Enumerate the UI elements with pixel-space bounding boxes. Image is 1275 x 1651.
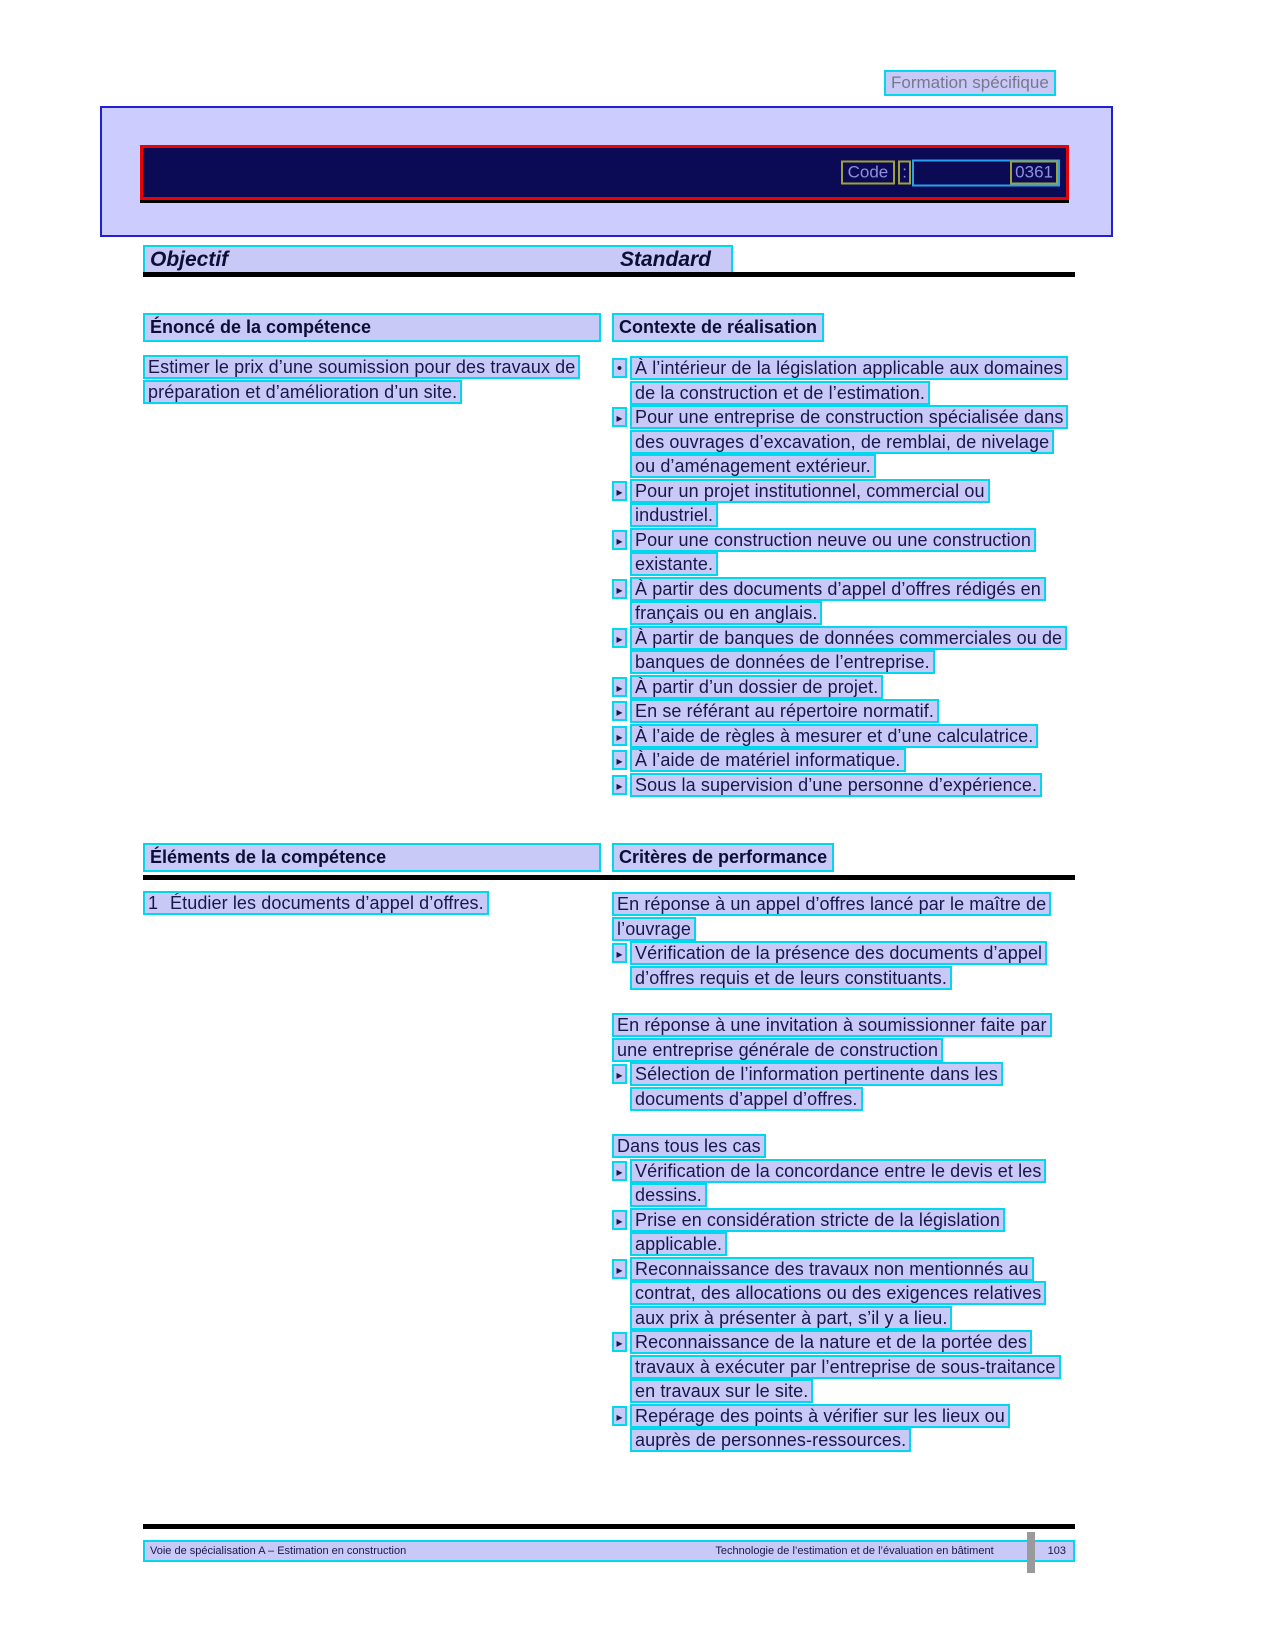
list-item-text: À partir d’un dossier de projet. bbox=[630, 675, 883, 699]
bullet-marker: ▸ bbox=[612, 407, 627, 427]
list-item-text: À l’aide de règles à mesurer et d’une calculatrice. bbox=[630, 724, 1038, 748]
list-item bbox=[612, 724, 1064, 749]
bullet-marker: ▸ bbox=[612, 726, 627, 746]
list-item-text: Pour une entreprise de construction spécialisée dans des ouvrages d’excavation, de remblai, de nivelage ou d’aménagement extérieur. bbox=[630, 405, 1068, 478]
group-lead-text: En réponse à un appel d’offres lancé par le maître de l’ouvrage bbox=[612, 892, 1051, 941]
footer-page-number: 103 bbox=[1047, 1545, 1066, 1557]
bullet-marker: ▸ bbox=[612, 1332, 627, 1352]
group-lead bbox=[612, 892, 1064, 941]
bullet-marker: ▸ bbox=[612, 1259, 627, 1279]
code-row bbox=[841, 159, 1060, 186]
bullet-marker: ▸ bbox=[612, 530, 627, 550]
bullet-marker: ▸ bbox=[612, 1064, 627, 1084]
title-banner bbox=[100, 106, 1113, 237]
code-colon: : bbox=[898, 161, 911, 185]
bullet-marker: ▸ bbox=[612, 628, 627, 648]
footer-right-text: Technologie de l’estimation et de l’évaluation en bâtiment bbox=[715, 1545, 994, 1557]
contexte-cell bbox=[612, 356, 1064, 797]
list-item-text: Reconnaissance de la nature et de la portée des travaux à exécuter par l’entreprise de sous-traitance en travaux sur le site. bbox=[630, 1330, 1061, 1403]
list-item-text: Prise en considération stricte de la législation applicable. bbox=[630, 1208, 1005, 1257]
list-item bbox=[612, 748, 1064, 773]
column-header-enonce: Énoncé de la compétence bbox=[143, 313, 601, 342]
section-header-objectif: Objectif bbox=[150, 248, 229, 271]
bullet-marker: ▸ bbox=[612, 750, 627, 770]
list-item bbox=[612, 1404, 1064, 1453]
column-header-criteres: Critères de performance bbox=[612, 843, 834, 872]
bullet-marker: ▸ bbox=[612, 677, 627, 697]
horizontal-rule bbox=[143, 1524, 1075, 1529]
list-item-text: À partir de banques de données commerciales ou de banques de données de l’entreprise. bbox=[630, 626, 1067, 675]
criteria-group bbox=[612, 1013, 1064, 1111]
criteria-group bbox=[612, 1134, 1064, 1453]
code-value: 0361 bbox=[1010, 161, 1058, 185]
list-item bbox=[612, 528, 1064, 577]
criteria-group bbox=[612, 892, 1064, 990]
list-item bbox=[612, 1257, 1064, 1331]
list-item-text: À partir des documents d’appel d’offres rédigés en français ou en anglais. bbox=[630, 577, 1046, 626]
title-box bbox=[140, 145, 1069, 200]
enonce-text: Estimer le prix d’une soumission pour des travaux de préparation et d’amélioration d’un site. bbox=[143, 355, 580, 404]
list-item bbox=[612, 1159, 1064, 1208]
bullet-marker: ▸ bbox=[612, 943, 627, 963]
group-lead bbox=[612, 1013, 1064, 1062]
footer bbox=[143, 1540, 1075, 1562]
section-header-row bbox=[143, 245, 733, 275]
horizontal-rule bbox=[143, 875, 1075, 880]
list-item-text: À l’intérieur de la législation applicable aux domaines de la construction et de l’estimation. bbox=[630, 356, 1068, 405]
list-item-text: En se référant au répertoire normatif. bbox=[630, 699, 939, 723]
list-item bbox=[612, 1330, 1064, 1404]
group-lead-text: Dans tous les cas bbox=[612, 1134, 766, 1158]
code-field bbox=[912, 159, 1060, 186]
element-number: 1 bbox=[148, 893, 159, 913]
section-header-standard: Standard bbox=[620, 248, 712, 271]
element-item bbox=[143, 891, 489, 915]
list-item bbox=[612, 941, 1064, 990]
bullet-marker: ▸ bbox=[612, 1161, 627, 1181]
list-item-text: À l’aide de matériel informatique. bbox=[630, 748, 906, 772]
list-item bbox=[612, 577, 1064, 626]
code-label: Code bbox=[841, 161, 896, 185]
element-text: Étudier les documents d’appel d’offres. bbox=[170, 893, 484, 913]
list-item-text: Pour une construction neuve ou une construction existante. bbox=[630, 528, 1036, 577]
bullet-marker: ▸ bbox=[612, 701, 627, 721]
list-item bbox=[612, 1062, 1064, 1111]
bullet-marker: ▸ bbox=[612, 481, 627, 501]
element-cell bbox=[143, 891, 601, 916]
footer-left-text: Voie de spécialisation A – Estimation en construction bbox=[150, 1545, 407, 1557]
list-item-text: Pour un projet institutionnel, commercial ou industriel. bbox=[630, 479, 990, 528]
list-item-text: Vérification de la concordance entre le devis et les dessins. bbox=[630, 1159, 1046, 1208]
group-lead-text: En réponse à une invitation à soumissionner faite par une entreprise générale de construction bbox=[612, 1013, 1052, 1062]
list-item bbox=[612, 479, 1064, 528]
list-item bbox=[612, 675, 1064, 700]
list-item-text: Vérification de la présence des documents d’appel d’offres requis et de leurs constituants. bbox=[630, 941, 1047, 990]
list-item bbox=[612, 405, 1064, 479]
column-header-elements: Éléments de la compétence bbox=[143, 843, 601, 872]
column-header-contexte: Contexte de réalisation bbox=[612, 313, 824, 342]
list-item bbox=[612, 626, 1064, 675]
bullet-marker: ▸ bbox=[612, 775, 627, 795]
list-item-text: Sous la supervision d’une personne d’expérience. bbox=[630, 773, 1042, 797]
bullet-marker: ▸ bbox=[612, 1210, 627, 1230]
header-label: Formation spécifique bbox=[884, 70, 1056, 96]
bullet-marker: ▸ bbox=[612, 579, 627, 599]
bullet-marker: • bbox=[612, 358, 627, 378]
group-lead bbox=[612, 1134, 1064, 1159]
list-item bbox=[612, 1208, 1064, 1257]
footer-divider-bar bbox=[1027, 1532, 1035, 1573]
list-item-text: Reconnaissance des travaux non mentionnés au contrat, des allocations ou des exigences relatives aux prix à présenter à part, s’il y a lieu. bbox=[630, 1257, 1046, 1330]
enonce-cell bbox=[143, 355, 595, 404]
list-item-text: Sélection de l’information pertinente dans les documents d’appel d’offres. bbox=[630, 1062, 1003, 1111]
bullet-marker: ▸ bbox=[612, 1406, 627, 1426]
horizontal-rule bbox=[143, 272, 1075, 277]
criteres-cell bbox=[612, 892, 1064, 1453]
list-item bbox=[612, 699, 1064, 724]
list-item bbox=[612, 356, 1064, 405]
list-item-text: Repérage des points à vérifier sur les lieux ou auprès de personnes-ressources. bbox=[630, 1404, 1010, 1453]
list-item bbox=[612, 773, 1064, 798]
